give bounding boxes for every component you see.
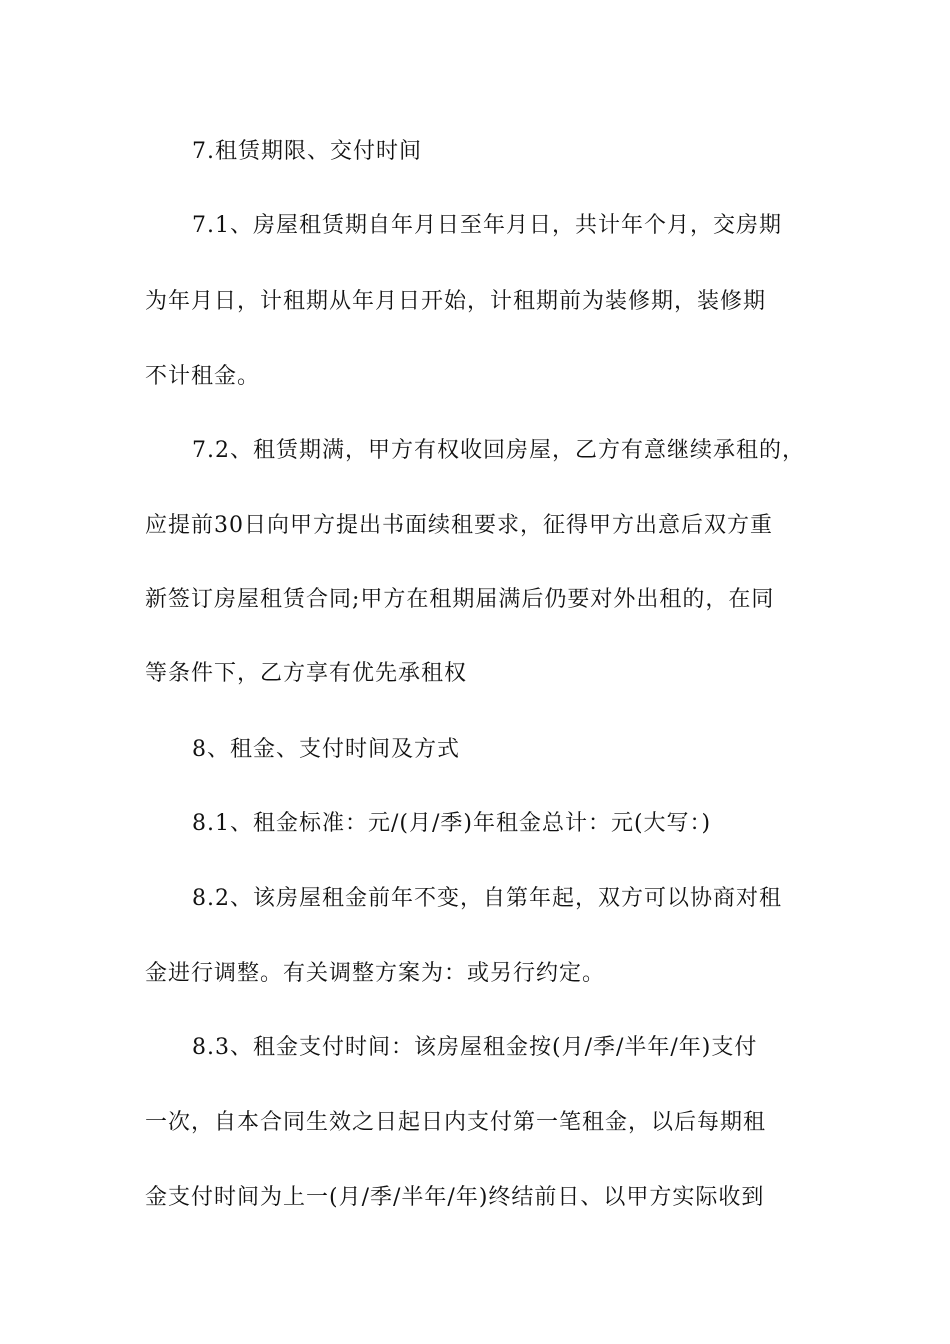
section-7-heading: 7.租赁期限、交付时间 [192, 139, 422, 164]
clause-8-3-line-3: 金支付时间为上一(月/季/半年/年)终结前日、以甲方实际收到 [145, 1185, 765, 1210]
clause-8-1-line-1: 8.1、租金标准：元/(月/季)年租金总计：元(大写：) [192, 811, 712, 836]
clause-7-2-line-1: 7.2、租赁期满，甲方有权收回房屋，乙方有意继续承租的， [192, 438, 805, 463]
clause-7-2-line-2: 应提前30日向甲方提出书面续租要求，征得甲方出意后双方重 [145, 513, 773, 538]
clause-8-2-line-1: 8.2、该房屋租金前年不变，自第年起，双方可以协商对租 [192, 886, 782, 911]
clause-7-1-line-1: 7.1、房屋租赁期自年月日至年月日，共计年个月，交房期 [192, 213, 782, 238]
clause-8-3-line-1: 8.3、租金支付时间：该房屋租金按(月/季/半年/年)支付 [192, 1035, 758, 1060]
clause-7-1-line-3: 不计租金。 [145, 364, 261, 389]
clause-7-2-line-4: 等条件下，乙方享有优先承租权 [145, 661, 468, 686]
clause-8-3-line-2: 一次，自本合同生效之日起日内支付第一笔租金，以后每期租 [145, 1110, 767, 1135]
clause-8-2-line-2: 金进行调整。有关调整方案为：或另行约定。 [145, 961, 606, 986]
clause-7-1-line-2: 为年月日，计租期从年月日开始，计租期前为装修期，装修期 [145, 289, 767, 314]
clause-7-2-line-3: 新签订房屋租赁合同;甲方在租期届满后仍要对外出租的，在同 [145, 587, 775, 612]
section-8-heading: 8、租金、支付时间及方式 [192, 737, 460, 762]
